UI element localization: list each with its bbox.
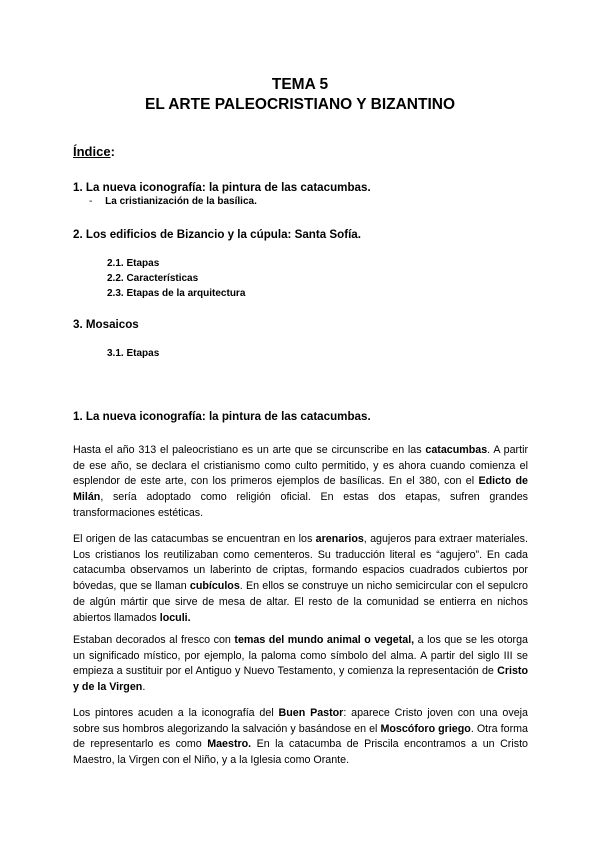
index-heading [73,144,115,159]
index-heading-colon: : [110,144,115,159]
index-subitem-2-1: 2.1. Etapas [107,258,160,269]
p1-text-b: . A partir de ese año, se declara el cristianismo como culto permitido, y es ahora cuando comienza el esplendor de este arte, con los primeros ejemplos de basílicas. En el 380, con el [73,444,528,488]
p3-text-b: a los que se les otorga un significado místico, por ejemplo, la paloma como símbolo del alma. A partir del siglo III se empieza a sustituir por el Antiguo y Nuevo Testamento, y comienza la representación de [73,634,528,678]
doc-title-line1: TEMA 5 [271,76,329,93]
p2-text-b: , agujeros para extraer materiales. Los cristianos los reutilizaban como cementeros. Su traducción literal es “agujero”. En cada catacumba observamos un laberinto de criptas, formando espacios cuadrados cubiertos por bóvedas, que se llaman [73,533,528,593]
p2-bold-cubiculos: cubículos [189,580,240,593]
p3-text-c: . [142,681,146,694]
p2-text-c: . En ellos se construye un nicho semicircular con el sepulcro de algún mártir que sirve de mesa de altar. El resto de la comunidad se entierra en nichos abiertos llamados [73,580,529,624]
p1-bold-catacumbas: catacumbas [425,444,488,456]
p4-bold-maestro: Maestro. [207,738,252,751]
index-heading-label: Índice [73,144,111,159]
doc-title-line2: EL ARTE PALEOCRISTIANO Y BIZANTINO [144,96,456,113]
p1-text-c: , sería adoptado como religión oficial. En estas dos etapas, sufren grandes transformaciones estéticas. [73,491,528,519]
index-item-3: 3. Mosaicos [73,318,139,331]
paragraph-3 [73,633,528,696]
p4-text-c: . Otra forma de representarlo es como [73,722,529,751]
index-item-1: 1. La nueva iconografía: la pintura de las catacumbas. [73,181,371,194]
index-subitem-1-label: La cristianización de la basílica. [105,196,257,207]
p4-bold-moscoforo: Moscóforo griego [380,722,471,735]
index-item-2: 2. Los edificios de Bizancio y la cúpula: Santa Sofía. [73,228,361,241]
p4-text-b: : aparece Cristo joven con una oveja sobre sus hombros alegorizando la salvación y basándose en el [73,707,528,735]
index-subitem-3-1: 3.1. Etapas [107,348,160,359]
p1-text-a: Hasta el año 313 el paleocristiano es un arte que se circunscribe en las [73,444,426,456]
section-1-heading: 1. La nueva iconografía: la pintura de las catacumbas. [73,410,371,423]
index-subitem-2-2: 2.2. Características [107,273,199,284]
p1-bold-edicto: Edicto de Milán [73,475,528,504]
index-subitem-2-3: 2.3. Etapas de la arquitectura [107,288,246,299]
paragraph-4 [73,706,528,769]
p3-bold-temas: temas del mundo animal o vegetal, [234,634,415,646]
paragraph-2 [73,532,528,626]
p4-text-d: En la catacumba de Priscila encontramos a un Cristo Maestro, la Virgen con el Niño, y a la Iglesia como Orante. [73,738,528,767]
p2-bold-loculi: loculi. [159,611,191,624]
p4-bold-buen-pastor: Buen Pastor [278,707,344,719]
p4-text-a: Los pintores acuden a la iconografía del [73,707,279,719]
p3-text-a: Estaban decorados al fresco con [73,634,235,646]
paragraph-1 [73,443,528,522]
p3-bold-cristo: Cristo y de la Virgen [73,665,528,694]
p2-bold-arenarios: arenarios [315,533,364,545]
p2-text-a: El origen de las catacumbas se encuentran en los [73,533,316,545]
index-subitem-1 [89,196,257,207]
bullet-dash: - [89,196,93,207]
